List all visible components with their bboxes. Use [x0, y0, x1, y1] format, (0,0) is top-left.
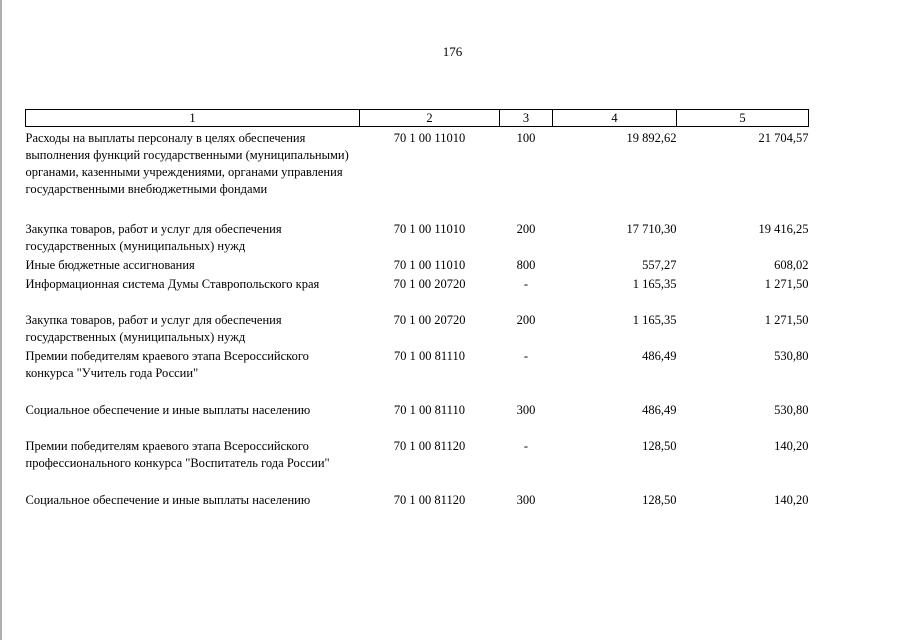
table-row: [26, 257, 809, 276]
table-row: [26, 438, 809, 492]
row-name: Иные бюджетные ассигнования: [25, 258, 195, 272]
table-row: [26, 312, 809, 348]
row-value-2: 140,20: [774, 493, 809, 507]
row-code: 70 1 00 20720: [393, 313, 466, 327]
row-value-2: 530,80: [774, 403, 809, 417]
row-type: 200: [516, 222, 536, 236]
column-header-2: 2: [360, 110, 500, 127]
row-code: 70 1 00 81110: [394, 349, 465, 363]
column-header-4: 4: [553, 110, 677, 127]
row-name: Премии победителям краевого этапа Всероссийского конкурса "Учитель года России": [25, 349, 309, 380]
row-code: 70 1 00 81110: [394, 403, 465, 417]
row-type: -: [523, 277, 529, 291]
page-number: 176: [442, 44, 463, 59]
column-header-1: 1: [26, 110, 360, 127]
row-type: 300: [516, 493, 536, 507]
row-value-2: 19 416,25: [758, 222, 809, 236]
row-value-2: 140,20: [774, 439, 809, 453]
row-value-1: 486,49: [642, 349, 677, 363]
table-row: [26, 402, 809, 438]
row-value-2: 1 271,50: [764, 277, 809, 291]
table-row: [26, 221, 809, 257]
row-code: 70 1 00 20720: [393, 277, 466, 291]
table-row: [26, 127, 809, 222]
row-value-1: 1 165,35: [632, 277, 677, 291]
row-code: 70 1 00 11010: [393, 222, 466, 236]
row-name: Премии победителям краевого этапа Всероссийского профессионального конкурса "Воспитатель года России": [25, 439, 330, 470]
row-value-1: 17 710,30: [626, 222, 677, 236]
row-value-1: 486,49: [642, 403, 677, 417]
row-value-1: 557,27: [642, 258, 677, 272]
row-type: 300: [516, 403, 536, 417]
row-code: 70 1 00 11010: [393, 258, 466, 272]
scan-edge: [0, 0, 2, 640]
row-value-2: 608,02: [774, 258, 809, 272]
row-type: -: [523, 439, 529, 453]
row-value-2: 530,80: [774, 349, 809, 363]
row-value-1: 128,50: [642, 439, 677, 453]
row-type: 200: [516, 313, 536, 327]
row-name: Социальное обеспечение и иные выплаты населению: [25, 493, 311, 507]
table-header-row: [26, 110, 809, 127]
row-value-2: 21 704,57: [758, 131, 809, 145]
row-type: 100: [516, 131, 536, 145]
row-code: 70 1 00 11010: [393, 131, 466, 145]
row-value-1: 19 892,62: [626, 131, 677, 145]
row-type: 800: [516, 258, 536, 272]
row-name: Закупка товаров, работ и услуг для обеспечения государственных (муниципальных) нужд: [25, 313, 282, 344]
row-name: Информационная система Думы Ставропольского края: [25, 277, 320, 291]
budget-table: [25, 109, 809, 512]
table-row: [26, 276, 809, 312]
column-header-5: 5: [677, 110, 809, 127]
row-name: Расходы на выплаты персоналу в целях обеспечения выполнения функций государственными (муниципальными) органами, казенными учреждениями, органами управления государственными внебюджетными фондами: [25, 131, 349, 196]
row-value-2: 1 271,50: [764, 313, 809, 327]
row-type: -: [523, 349, 529, 363]
column-header-3: 3: [500, 110, 553, 127]
row-value-1: 1 165,35: [632, 313, 677, 327]
row-value-1: 128,50: [642, 493, 677, 507]
row-code: 70 1 00 81120: [393, 493, 466, 507]
table-row: [26, 348, 809, 402]
row-name: Социальное обеспечение и иные выплаты населению: [25, 403, 311, 417]
row-code: 70 1 00 81120: [393, 439, 466, 453]
row-name: Закупка товаров, работ и услуг для обеспечения государственных (муниципальных) нужд: [25, 222, 282, 253]
table-row: [26, 492, 809, 512]
